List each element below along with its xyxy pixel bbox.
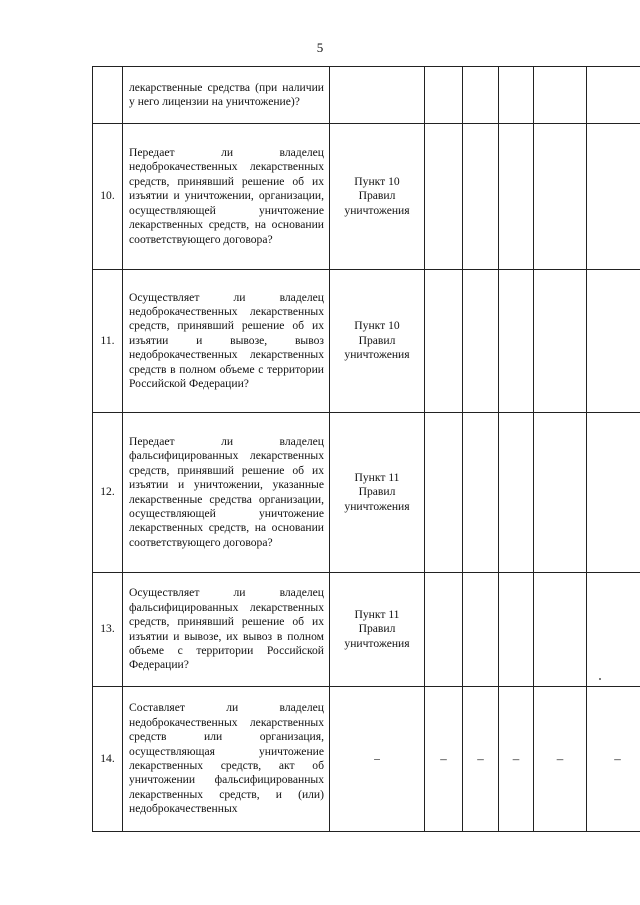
checklist-table	[92, 66, 640, 832]
answer-na-cell[interactable]	[499, 573, 534, 687]
answer-yes-cell[interactable]	[425, 124, 463, 270]
reference-line: Пункт 10	[354, 174, 400, 188]
answer-na-cell[interactable]	[499, 124, 534, 270]
notes-cell[interactable]: –	[587, 687, 640, 832]
reference-line: Пункт 10	[354, 319, 400, 333]
notes-cell[interactable]	[587, 270, 640, 413]
answer-extra-cell[interactable]	[534, 67, 587, 124]
reference-line: Пункт 11	[354, 607, 400, 621]
reference-line: Правил	[358, 485, 396, 499]
legal-reference	[330, 124, 425, 270]
row-number: 11.	[93, 270, 123, 413]
row-number: 12.	[93, 413, 123, 573]
answer-extra-cell[interactable]	[534, 124, 587, 270]
reference-line: уничтожения	[344, 348, 410, 362]
question-text: Передает ли владелец недоброкачественных лекарственных средств, принявший решение об их изъятии и уничтожении, организации, осуществляющей уничтожение лекарственных средств, на основании соответствующего договора?	[123, 124, 330, 270]
notes-cell[interactable]	[587, 67, 640, 124]
answer-na-cell[interactable]	[499, 67, 534, 124]
answer-na-cell[interactable]: –	[499, 687, 534, 832]
legal-reference	[330, 573, 425, 687]
question-text: Осуществляет ли владелец фальсифицированных лекарственных средств, принявший решение об их изъятии и вывозе, их вывоз в полном объеме с территории Российской Федерации?	[123, 573, 330, 687]
answer-yes-cell[interactable]: –	[425, 687, 463, 832]
notes-cell[interactable]	[587, 573, 640, 687]
row-number: 13.	[93, 573, 123, 687]
reference-line: Правил	[358, 622, 396, 636]
row-number: 14.	[93, 687, 123, 832]
row-number	[93, 67, 123, 124]
reference-line: уничтожения	[344, 203, 410, 217]
answer-yes-cell[interactable]	[425, 413, 463, 573]
answer-yes-cell[interactable]	[425, 573, 463, 687]
reference-line: уничтожения	[344, 499, 410, 513]
answer-na-cell[interactable]	[499, 413, 534, 573]
answer-no-cell[interactable]	[463, 413, 499, 573]
legal-reference	[330, 270, 425, 413]
reference-line: Пункт 11	[354, 470, 400, 484]
answer-no-cell[interactable]	[463, 573, 499, 687]
table-row	[93, 270, 640, 413]
table-row	[93, 413, 640, 573]
page-number: 5	[316, 40, 324, 55]
question-text: Осуществляет ли владелец недоброкачественных лекарственных средств, принявший решение об их изъятии и вывозе, вывоз недоброкачественных лекарственных средств в полном объеме с территории Российской Федерации?	[123, 270, 330, 413]
question-text: Передает ли владелец фальсифицированных лекарственных средств, принявший решение об их изъятии и уничтожении, указанные лекарственные средства организации, осуществляющей уничтожение лекарственных средств, на основании соответствующего договора?	[123, 413, 330, 573]
answer-extra-cell[interactable]	[534, 413, 587, 573]
legal-reference	[330, 413, 425, 573]
reference-line: Правил	[358, 333, 396, 347]
answer-no-cell[interactable]	[463, 270, 499, 413]
answer-yes-cell[interactable]	[425, 67, 463, 124]
table-row	[93, 573, 640, 687]
question-text: Составляет ли владелец недоброкачественных лекарственных средств или организация, осуществляющая уничтожение лекарственных средств, акт об уничтожении фальсифицированных лекарственных средств, и (или) недоброкачественных	[123, 687, 330, 832]
answer-extra-cell[interactable]	[534, 270, 587, 413]
answer-no-cell[interactable]	[463, 124, 499, 270]
legal-reference: –	[330, 687, 425, 832]
answer-na-cell[interactable]	[499, 270, 534, 413]
question-text: лекарственные средства (при наличии у него лицензии на уничтожение)?	[123, 67, 330, 124]
table-row	[93, 67, 640, 124]
reference-line: уничтожения	[344, 636, 410, 650]
row-number: 10.	[93, 124, 123, 270]
answer-yes-cell[interactable]	[425, 270, 463, 413]
answer-extra-cell[interactable]	[534, 573, 587, 687]
scan-speck	[599, 678, 601, 680]
legal-reference	[330, 67, 425, 124]
answer-no-cell[interactable]	[463, 67, 499, 124]
notes-cell[interactable]	[587, 413, 640, 573]
table-row	[93, 687, 640, 832]
notes-cell[interactable]	[587, 124, 640, 270]
table-row	[93, 124, 640, 270]
answer-extra-cell[interactable]: –	[534, 687, 587, 832]
answer-no-cell[interactable]: –	[463, 687, 499, 832]
reference-line: Правил	[358, 189, 396, 203]
